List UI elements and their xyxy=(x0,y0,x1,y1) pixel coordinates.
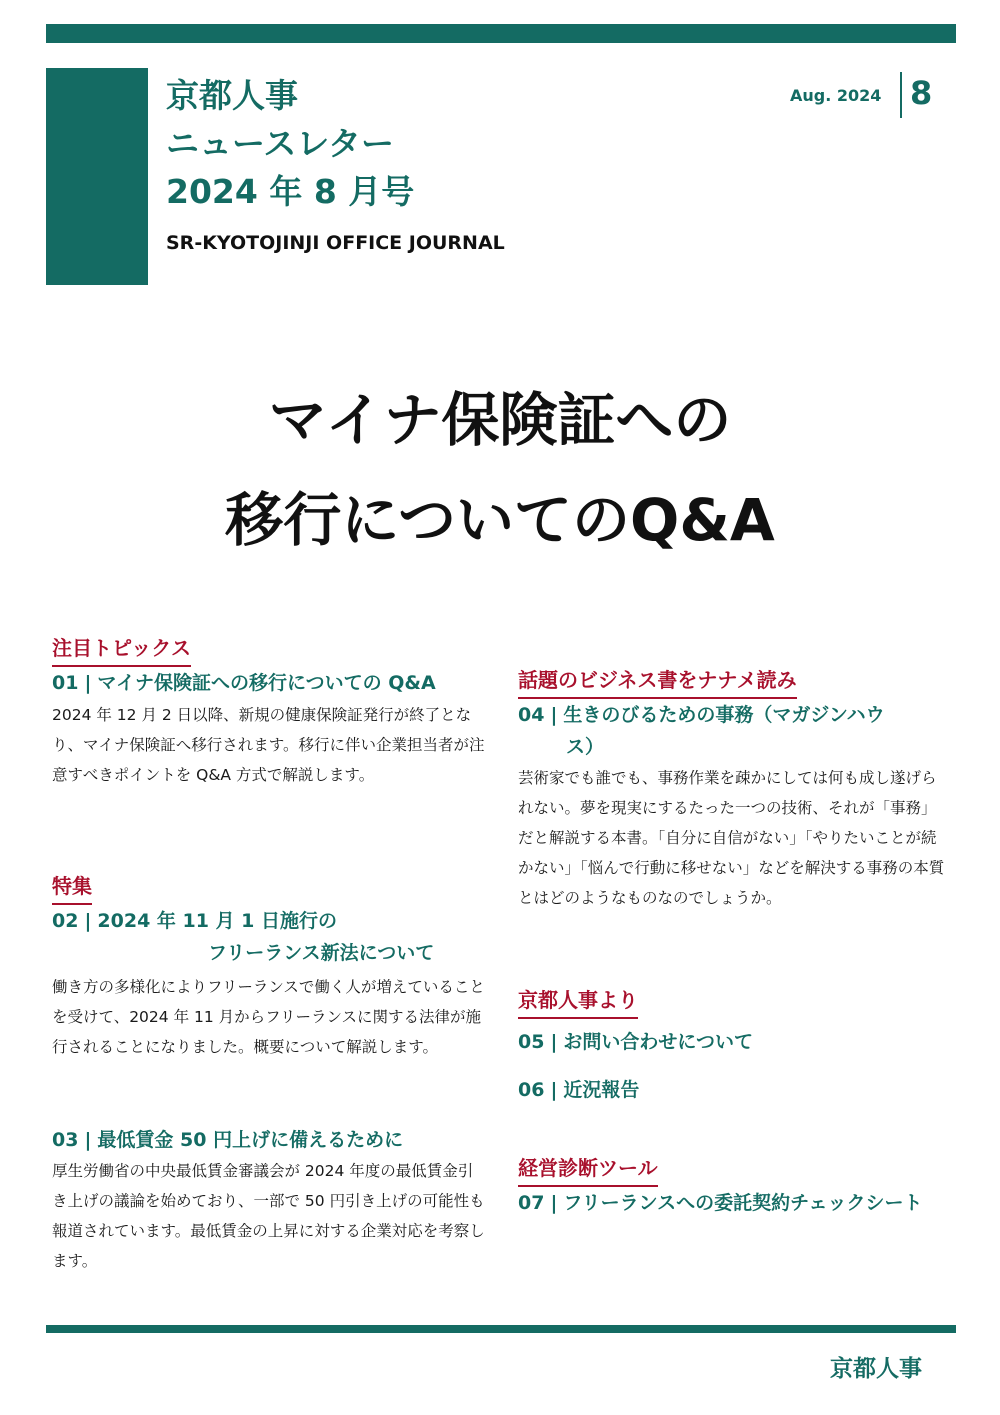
section-heading-feature: 特集 xyxy=(52,870,92,905)
journal-name: SR-KYOTOJINJI OFFICE JOURNAL xyxy=(166,232,505,254)
item-04-heading-line-2: ス） xyxy=(566,736,605,758)
masthead xyxy=(166,72,414,216)
item-02-description: 働き方の多様化によりフリーランスで働く人が増えていることを受けて、2024 年 11 月からフリーランスに関する法律が施行されることになりました。概要について解説します。 xyxy=(52,978,485,1056)
item-02-heading xyxy=(52,906,337,933)
main-title-line-2: 移行についてのQ&A xyxy=(225,486,775,554)
issue-number: 8 xyxy=(910,74,933,112)
item-04-heading xyxy=(518,700,885,727)
masthead-line-1: 京都人事 xyxy=(166,76,298,115)
item-separator: | xyxy=(550,1031,558,1053)
item-01-description: 2024 年 12 月 2 日以降、新規の健康保険証発行が終了となり、マイナ保険証へ移行されます。移行に伴い企業担当者が注意すべきポイントを Q&A 方式で解説します。 xyxy=(52,706,485,784)
section-heading-book: 話題のビジネス書をナナメ読み xyxy=(518,664,797,699)
item-05-heading xyxy=(518,1027,753,1054)
item-separator: | xyxy=(550,1079,558,1101)
item-01-heading xyxy=(52,668,436,695)
issue-date: Aug. 2024 xyxy=(790,86,882,105)
item-title-line-1: 生きのびるための事務（マガジンハウ xyxy=(563,704,885,726)
header-accent-block xyxy=(46,68,148,285)
item-07-heading xyxy=(518,1188,923,1215)
item-number: 04 xyxy=(518,704,545,726)
main-title-line-1: マイナ保険証への xyxy=(268,386,732,454)
item-02-heading-line-2: フリーランス新法について xyxy=(208,942,435,964)
item-separator: | xyxy=(550,704,558,726)
footer-brand: 京都人事 xyxy=(830,1356,922,1382)
issue-divider xyxy=(900,72,902,118)
item-number: 06 xyxy=(518,1079,545,1101)
item-03-heading xyxy=(52,1125,403,1152)
main-title xyxy=(0,370,1000,570)
bottom-rule xyxy=(46,1325,956,1333)
item-number: 03 xyxy=(52,1129,79,1151)
item-title: お問い合わせについて xyxy=(563,1031,754,1053)
item-number: 05 xyxy=(518,1031,545,1053)
masthead-line-2: ニュースレター xyxy=(166,124,395,163)
section-heading-tool: 経営診断ツール xyxy=(518,1152,658,1187)
item-04-description: 芸術家でも誰でも、事務作業を疎かにしては何も成し遂げられない。夢を現実にするたった一つの技術、それが「事務」だと解説する本書。「自分に自信がない」「やりたいことが続かない」「悩んで行動に移せない」などを解決する事務の本質とはどのようなものなのでしょうか。 xyxy=(518,769,945,907)
item-06-heading xyxy=(518,1075,639,1102)
item-title: 最低賃金 50 円上げに備えるために xyxy=(97,1129,404,1151)
item-separator: | xyxy=(84,910,92,932)
item-title-line-1: 2024 年 11 月 1 日施行の xyxy=(97,910,338,932)
item-separator: | xyxy=(84,1129,92,1151)
item-number: 01 xyxy=(52,672,79,694)
section-heading-topics: 注目トピックス xyxy=(52,632,191,667)
masthead-line-3: 2024 年 8 月号 xyxy=(166,172,415,211)
item-separator: | xyxy=(550,1192,558,1214)
item-separator: | xyxy=(84,672,92,694)
item-title: 近況報告 xyxy=(563,1079,640,1101)
section-heading-office: 京都人事より xyxy=(518,984,638,1019)
item-title: マイナ保険証への移行についての Q&A xyxy=(97,672,436,694)
top-rule xyxy=(46,24,956,43)
item-number: 07 xyxy=(518,1192,545,1214)
item-03-description: 厚生労働省の中央最低賃金審議会が 2024 年度の最低賃金引き上げの議論を始めており、一部で 50 円引き上げの可能性も報道されています。最低賃金の上昇に対する企業対応を考察します。 xyxy=(52,1162,485,1270)
item-title: フリーランスへの委託契約チェックシート xyxy=(563,1192,923,1214)
item-number: 02 xyxy=(52,910,79,932)
